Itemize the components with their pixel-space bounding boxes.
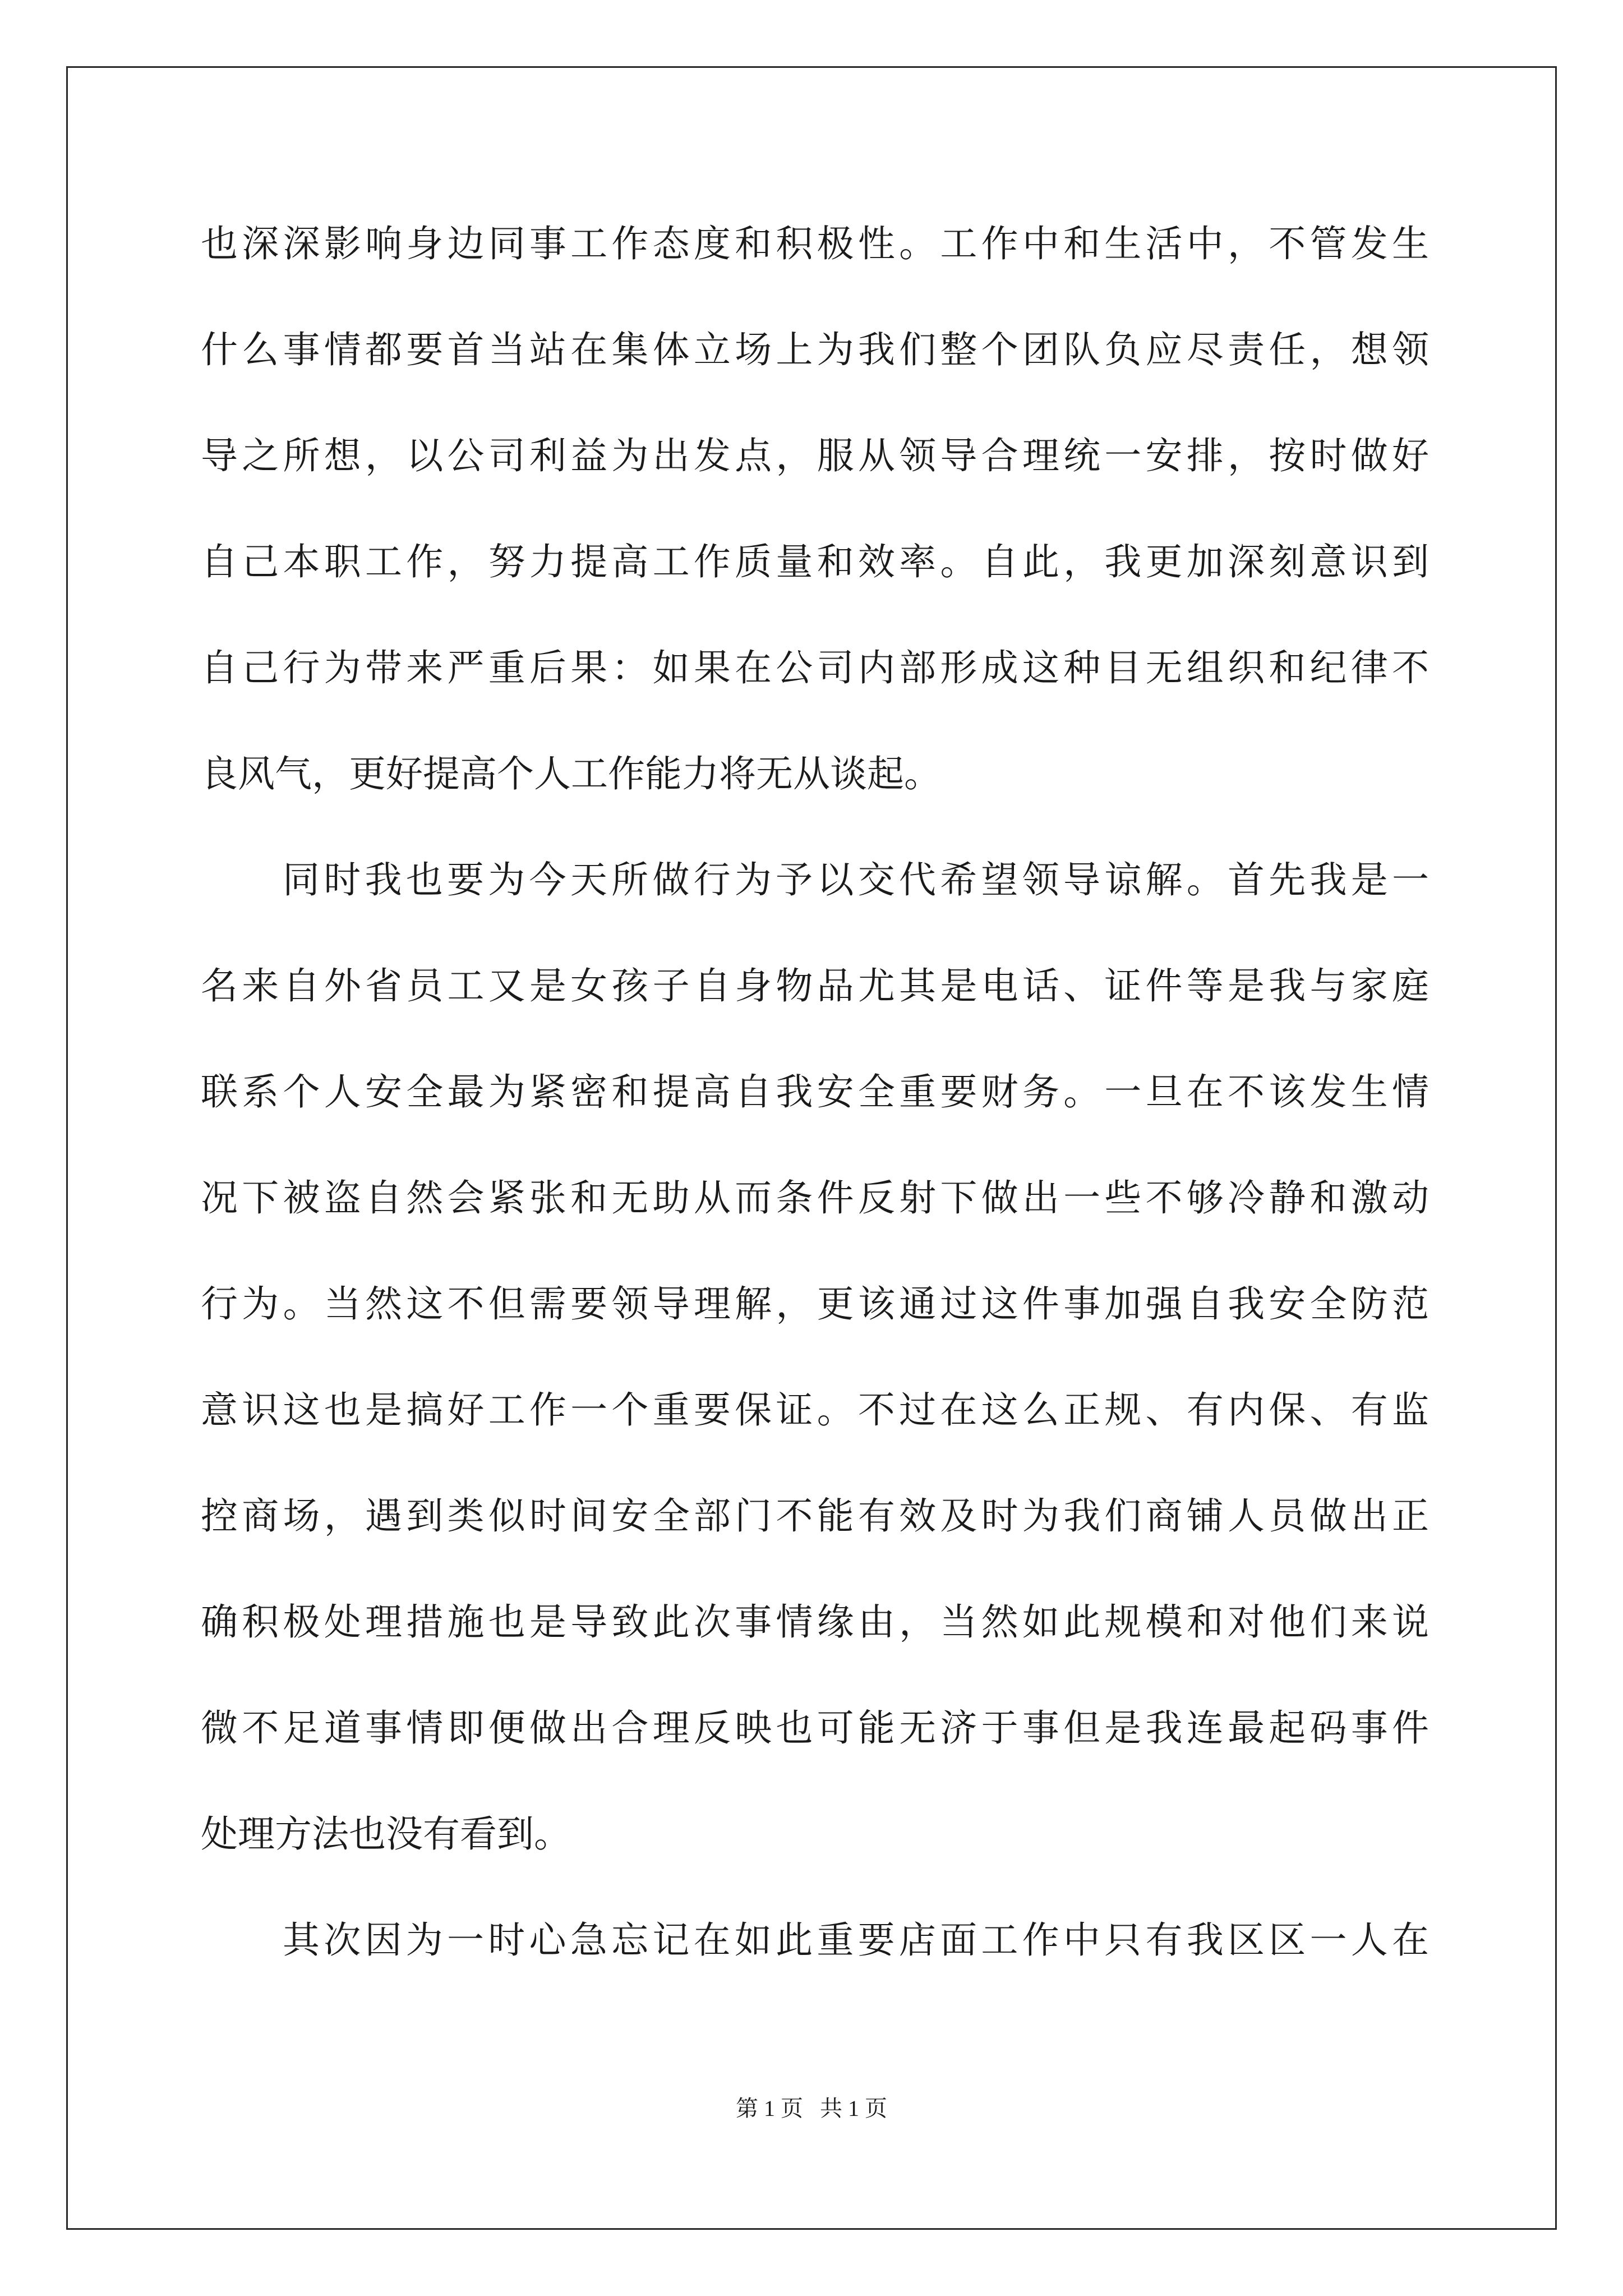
text-line: 也深深影响身边同事工作态度和积极性。工作中和生活中，不管发生: [201, 222, 1429, 265]
text-line: 况下被盗自然会紧张和无助从而条件反射下做出一些不够冷静和激动: [201, 1176, 1429, 1220]
text-line: 微不足道事情即便做出合理反映也可能无济于事但是我连最起码事件: [201, 1706, 1429, 1750]
text-line: 良风气，更好提高个人工作能力将无从谈起。: [201, 752, 941, 795]
text-line: 什么事情都要首当站在集体立场上为我们整个团队负应尽责任，想领: [201, 328, 1429, 371]
text-line: 联系个人安全最为紧密和提高自我安全重要财务。一旦在不该发生情: [201, 1070, 1429, 1114]
page-footer: 第 1 页 共 1 页: [736, 2096, 887, 2121]
text-line: 确积极处理措施也是导致此次事情缘由，当然如此规模和对他们来说: [201, 1600, 1429, 1644]
text-line: 行为。当然这不但需要领导理解，更该通过这件事加强自我安全防范: [201, 1282, 1429, 1326]
text-line: 处理方法也没有看到。: [201, 1812, 571, 1856]
text-line: 自己本职工作，努力提高工作质量和效率。自此，我更加深刻意识到: [201, 540, 1429, 583]
text-line: 意识这也是搞好工作一个重要保证。不过在这么正规、有内保、有监: [201, 1388, 1429, 1432]
paragraph-start-line: 同时我也要为今天所做行为予以交代希望领导谅解。首先我是一: [283, 858, 1429, 901]
text-line: 自己行为带来严重后果：如果在公司内部形成这种目无组织和纪律不: [201, 646, 1429, 689]
text-line: 名来自外省员工又是女孩子自身物品尤其是电话、证件等是我与家庭: [201, 964, 1429, 1007]
text-line: 控商场，遇到类似时间安全部门不能有效及时为我们商铺人员做出正: [201, 1494, 1429, 1538]
document-body: [201, 210, 1429, 2013]
text-line: 导之所想，以公司利益为出发点，服从领导合理统一安排，按时做好: [201, 434, 1429, 477]
paragraph-start-line: 其次因为一时心急忘记在如此重要店面工作中只有我区区一人在: [283, 1918, 1429, 1962]
